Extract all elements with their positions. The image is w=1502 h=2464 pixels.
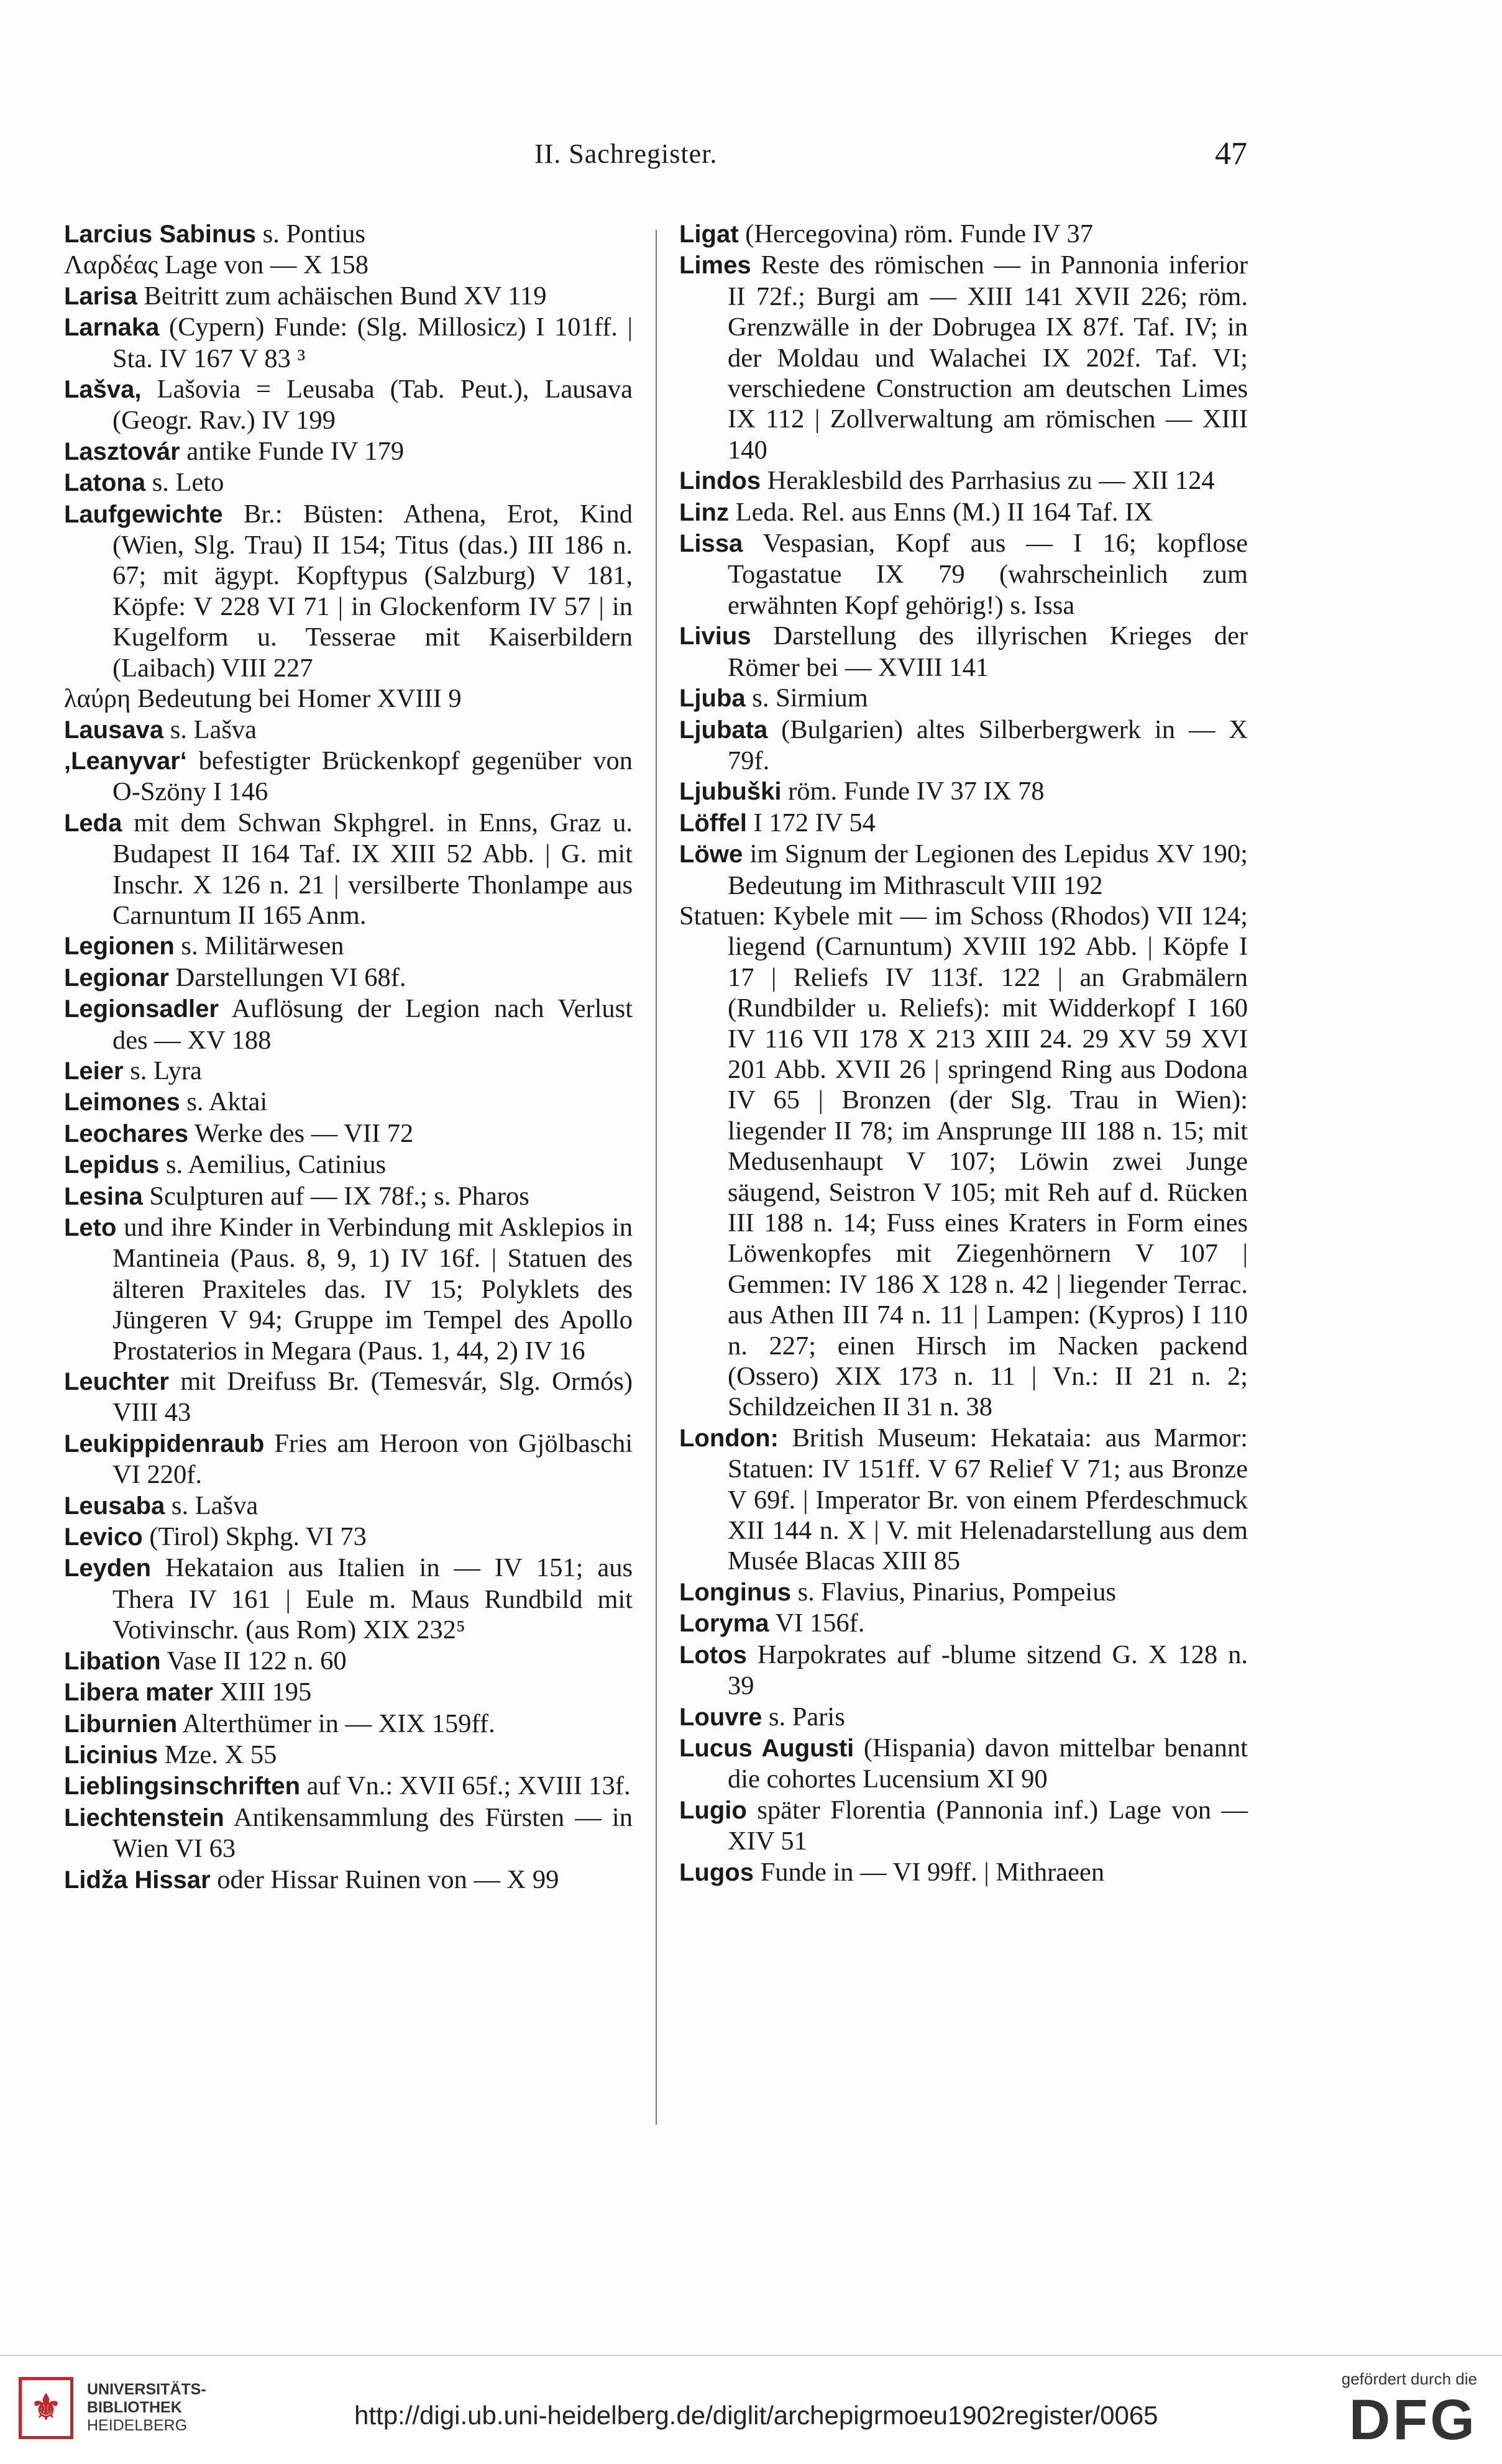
funder-note: gefördert durch die bbox=[1341, 2370, 1477, 2388]
entry-text: später Florentia (Pannonia inf.) Lage von — XIV 51 bbox=[728, 1795, 1248, 1856]
entry-headword: ‚Leanyvar‘ bbox=[64, 747, 187, 775]
index-entry bbox=[679, 808, 1248, 839]
entry-headword: Leda bbox=[64, 809, 122, 837]
entry-text: s. Aemilius, Catinius bbox=[159, 1150, 387, 1180]
index-entry bbox=[679, 1577, 1248, 1608]
index-entry bbox=[64, 808, 633, 931]
entry-headword: Legionar bbox=[64, 964, 169, 992]
entry-text: Vespasian, Kopf aus — I 16; kopflose Togastatue IX 79 (wahrscheinlich zum erwähnten Kopf gehörig!) s. Issa bbox=[728, 529, 1248, 620]
entry-headword: Libera mater bbox=[64, 1679, 214, 1707]
entry-text: antike Funde IV 179 bbox=[180, 436, 405, 466]
index-entry bbox=[64, 281, 633, 312]
entry-text: (Bulgarien) altes Silberbergwerk in — X 79f. bbox=[728, 714, 1248, 775]
index-entry bbox=[64, 1522, 633, 1553]
entry-headword: Longinus bbox=[679, 1578, 791, 1606]
entry-text: s. Aktai bbox=[180, 1087, 268, 1117]
index-entry bbox=[64, 1181, 633, 1212]
index-entry bbox=[679, 528, 1248, 621]
entry-text: Leda. Rel. aus Enns (M.) II 164 Taf. IX bbox=[728, 497, 1153, 527]
entry-text: Funde in — VI 99ff. | Mithraeen bbox=[753, 1857, 1105, 1887]
entry-text: XIII 195 bbox=[213, 1677, 312, 1707]
index-column-left bbox=[64, 219, 633, 1896]
entry-headword: Limes bbox=[679, 252, 751, 280]
entry-headword: London: bbox=[679, 1424, 779, 1452]
index-entry bbox=[64, 962, 633, 993]
index-entry bbox=[679, 465, 1248, 496]
entry-text: s. Paris bbox=[762, 1702, 845, 1732]
index-entry bbox=[679, 621, 1248, 683]
index-entry bbox=[64, 1864, 633, 1896]
library-seal-icon: ⚜ bbox=[19, 2377, 73, 2439]
index-entry bbox=[64, 219, 633, 250]
entry-text: Alterthümer in — XIX 159ff. bbox=[177, 1709, 495, 1738]
index-entry bbox=[64, 1056, 633, 1087]
index-entry bbox=[64, 1428, 633, 1490]
funder-credit bbox=[1342, 2370, 1477, 2451]
entry-headword: Ligat bbox=[679, 221, 739, 248]
index-entry bbox=[64, 1087, 633, 1118]
entry-text: Vase II 122 n. 60 bbox=[160, 1646, 347, 1676]
entry-headword: Larcius Sabinus bbox=[64, 221, 256, 248]
running-head: II. Sachregister. bbox=[534, 139, 718, 169]
entry-headword: Lieblingsinschriften bbox=[64, 1773, 301, 1800]
entry-headword: Lašva, bbox=[64, 376, 142, 404]
index-entry bbox=[64, 1366, 633, 1428]
entry-headword: Leier bbox=[64, 1057, 124, 1085]
entry-headword: Löffel bbox=[679, 809, 747, 837]
entry-headword: Laufgewichte bbox=[64, 500, 223, 528]
entry-headword: Ljubata bbox=[679, 716, 768, 744]
entry-headword: Leukippidenraub bbox=[64, 1430, 265, 1458]
entry-headword: Lindos bbox=[679, 467, 761, 495]
entry-text: röm. Funde IV 37 IX 78 bbox=[781, 777, 1045, 806]
entry-text: befestigter Brückenkopf gegenüber von O-Szöny I 146 bbox=[112, 746, 633, 807]
index-entry bbox=[64, 374, 633, 436]
index-entry bbox=[64, 683, 633, 714]
entry-headword: Livius bbox=[679, 623, 751, 650]
entry-headword: Lotos bbox=[679, 1641, 747, 1669]
entry-headword: Lidža Hissar bbox=[64, 1866, 211, 1894]
index-column-right bbox=[679, 219, 1248, 1888]
entry-text: Harpokrates auf -blume sitzend G. X 128 n. 39 bbox=[728, 1640, 1248, 1701]
entry-headword: Lugio bbox=[679, 1796, 747, 1824]
index-entry bbox=[64, 250, 633, 280]
entry-text: im Signum der Legionen des Lepidus XV 190; Bedeutung im Mithrascult VIII 192 bbox=[728, 839, 1248, 900]
entry-headword: Ljubuški bbox=[679, 778, 782, 806]
entry-headword: Latona bbox=[64, 469, 146, 497]
dfg-logo: DFG bbox=[1349, 2388, 1477, 2452]
index-entry bbox=[679, 1702, 1248, 1733]
index-entry bbox=[679, 1608, 1248, 1639]
entry-headword: Louvre bbox=[679, 1703, 762, 1731]
entry-headword: Lepidus bbox=[64, 1151, 160, 1179]
index-entry bbox=[679, 497, 1248, 528]
column-divider bbox=[656, 230, 657, 2125]
index-entry bbox=[679, 1423, 1248, 1577]
entry-text: s. Leto bbox=[145, 468, 224, 498]
index-entry bbox=[679, 219, 1248, 250]
entry-text: mit dem Schwan Skphgrel. in Enns, Graz u. Budapest II 164 Taf. IX XIII 52 Abb. | G. mit Inschr. X 126 n. 21 | versilberte Thonlampe aus Carnuntum II 165 Anm. bbox=[112, 808, 633, 930]
entry-text: λαύρη Bedeutung bei Homer XVIII 9 bbox=[64, 684, 462, 714]
entry-text: Beitritt zum achäischen Bund XV 119 bbox=[137, 281, 547, 311]
entry-headword: Löwe bbox=[679, 841, 743, 869]
digitization-footer bbox=[0, 2356, 1502, 2464]
entry-headword: Leyden bbox=[64, 1554, 152, 1582]
entry-headword: Leusaba bbox=[64, 1492, 165, 1520]
entry-text: Heraklesbild des Parrhasius zu — XII 124 bbox=[761, 466, 1215, 496]
entry-headword: Liburnien bbox=[64, 1710, 178, 1738]
index-entry bbox=[64, 1709, 633, 1740]
entry-text: I 172 IV 54 bbox=[746, 808, 876, 837]
entry-text: Reste des römischen — in Pannonia inferior II 72f.; Burgi am — XIII 141 XVII 226; röm. Grenzwälle in der Dobrugea IX 87f. Taf. IV; in der Moldau und Walachei IX 202f. Taf. VI; verschiedene Construction am deutschen Limes IX 112 | Zollverwaltung am römischen — XIII 140 bbox=[728, 250, 1248, 465]
index-entry bbox=[64, 1212, 633, 1366]
entry-headword: Lissa bbox=[679, 530, 743, 558]
entry-text: s. Lašva bbox=[163, 714, 257, 744]
entry-text: Λαρδέας Lage von — X 158 bbox=[64, 250, 369, 280]
index-entry bbox=[64, 1149, 633, 1180]
library-name: UNIVERSITÄTS- BIBLIOTHEK HEIDELBERG bbox=[87, 2381, 206, 2434]
entry-headword: Larisa bbox=[64, 282, 137, 310]
index-entry bbox=[64, 931, 633, 962]
index-entry bbox=[64, 1802, 633, 1864]
index-entry bbox=[64, 436, 633, 467]
entry-text: auf Vn.: XVII 65f.; XVIII 13f. bbox=[300, 1771, 631, 1801]
index-entry bbox=[679, 901, 1248, 1423]
index-entry bbox=[679, 683, 1248, 714]
index-entry bbox=[64, 746, 633, 808]
entry-headword: Legionsadler bbox=[64, 995, 219, 1023]
entry-headword: Libation bbox=[64, 1647, 161, 1675]
entry-text: mit Dreifuss Br. (Temesvár, Slg. Ormós) VIII 43 bbox=[112, 1367, 633, 1428]
index-entry bbox=[679, 250, 1248, 465]
index-entry bbox=[64, 1771, 633, 1802]
index-entry bbox=[64, 467, 633, 498]
entry-text: s. Pontius bbox=[255, 219, 365, 249]
entry-headword: Loryma bbox=[679, 1610, 769, 1638]
page-number: 47 bbox=[1215, 136, 1247, 171]
entry-headword: Lugos bbox=[679, 1858, 754, 1886]
entry-headword: Licinius bbox=[64, 1741, 158, 1769]
entry-text: VI 156f. bbox=[769, 1608, 865, 1638]
entry-text: Mze. X 55 bbox=[158, 1740, 277, 1769]
index-entry bbox=[64, 1118, 633, 1149]
entry-text: Hekataion aus Italien in — IV 151; aus Thera IV 161 | Eule m. Maus Rundbild mit Votivinschr. (aus Rom) XIX 232⁵ bbox=[112, 1553, 633, 1645]
entry-text: s. Flavius, Pinarius, Pompeius bbox=[790, 1577, 1117, 1607]
entry-text: (Cypern) Funde: (Slg. Millosicz) I 101ff. | Sta. IV 167 V 83 ³ bbox=[112, 313, 633, 373]
entry-headword: Leto bbox=[64, 1214, 117, 1241]
entry-text: Darstellung des illyrischen Krieges der Römer bei — XVIII 141 bbox=[728, 621, 1248, 682]
entry-text: s. Militärwesen bbox=[174, 931, 344, 961]
entry-headword: Levico bbox=[64, 1523, 143, 1551]
entry-text: Statuen: Kybele mit — im Schoss (Rhodos) VII 124; liegend (Carnuntum) XVIII 192 Abb. | Köpfe I 17 | Reliefs IV 113f. 122 | an Grabmälern (Rundbilder u. Reliefs): mit Widderkopf I 160 IV 116 VII 178 X 213 XIII 24. 29 XV 59 XVI 201 Abb. XVII 26 | springend Ring aus Dodona IV 65 | Bronzen (der Slg. Trau in Wien): liegender II 78; im Ansprunge III 188 n. 15; mit Medusenhaupt V 107; Löwin zwei Junge säugend, Seistron V 105; mit Reh auf d. Rücken III 188 n. 14; Fuss eines Kraters in Form eines Löwenkopfes mit Ziegenhörnern V 107 | Gemmen: IV 186 X 128 n. 42 | liegender Terrac. aus Athen III 74 n. 11 | Lampen: (Kypros) I 110 n. 227; einen Hirsch im Nacken packend (Ossero) XIX 173 n. 11 | Vn.: II 21 n. 2; Schildzeichen II 31 n. 38 bbox=[679, 901, 1248, 1422]
index-entry bbox=[64, 1553, 633, 1645]
index-entry bbox=[64, 312, 633, 374]
entry-text: und ihre Kinder in Verbindung mit Asklepios in Mantineia (Paus. 8, 9, 1) IV 16f. | Statuen des älteren Praxiteles das. IV 15; Polyklets des Jüngeren V 94; Gruppe im Tempel des Apollo Prostaterios in Megara (Paus. 1, 44, 2) IV 16 bbox=[112, 1213, 633, 1366]
entry-headword: Lucus Augusti bbox=[679, 1734, 854, 1762]
entry-text: s. Sirmium bbox=[745, 683, 868, 713]
entry-text: oder Hissar Ruinen von — X 99 bbox=[210, 1864, 559, 1894]
index-entry bbox=[679, 1733, 1248, 1795]
entry-headword: Linz bbox=[679, 498, 729, 526]
entry-text: Fries am Heroon von Gjölbaschi VI 220f. bbox=[112, 1428, 633, 1490]
index-entry bbox=[64, 1490, 633, 1522]
index-entry bbox=[64, 1646, 633, 1677]
entry-text: Werke des — VII 72 bbox=[188, 1118, 414, 1148]
entry-headword: Ljuba bbox=[679, 685, 746, 713]
entry-headword: Lausava bbox=[64, 716, 164, 744]
entry-headword: Legionen bbox=[64, 933, 175, 961]
entry-text: Darstellungen VI 68f. bbox=[168, 962, 406, 992]
entry-headword: Leimones bbox=[64, 1088, 180, 1116]
source-url-link[interactable]: http://digi.ub.uni-heidelberg.de/diglit/archepigrmoeu1902register/0065 bbox=[354, 2401, 1158, 2430]
entry-headword: Larnaka bbox=[64, 314, 160, 342]
entry-text: Lašovia = Leusaba (Tab. Peut.), Lausava (Geogr. Rav.) IV 199 bbox=[112, 375, 633, 436]
entry-headword: Lesina bbox=[64, 1182, 143, 1210]
index-entry bbox=[679, 839, 1248, 901]
index-entry bbox=[64, 1677, 633, 1708]
entry-headword: Leuchter bbox=[64, 1368, 169, 1396]
index-entry bbox=[64, 714, 633, 746]
entry-text: Antikensammlung des Fürsten — in Wien VI 63 bbox=[112, 1802, 633, 1864]
entry-headword: Leochares bbox=[64, 1120, 189, 1148]
index-entry bbox=[64, 1740, 633, 1771]
index-entry bbox=[64, 499, 633, 683]
entry-text: s. Lašva bbox=[165, 1490, 259, 1520]
index-entry bbox=[679, 776, 1248, 807]
entry-headword: Liechtenstein bbox=[64, 1804, 224, 1832]
entry-text: s. Lyra bbox=[123, 1056, 202, 1085]
entry-text: Auflösung der Legion nach Verlust des — XV 188 bbox=[112, 994, 633, 1055]
entry-text: British Museum: Hekataia: aus Marmor: Statuen: IV 151ff. V 67 Relief V 71; aus Bronze V 69f. | Imperator Br. von einem Pferdeschmuck XII 144 n. X | V. mit Helenadarstellung aus dem Musée Blacas XIII 85 bbox=[728, 1423, 1248, 1576]
index-entry bbox=[64, 993, 633, 1056]
entry-text: (Hercegovina) röm. Funde IV 37 bbox=[738, 219, 1093, 249]
index-entry bbox=[679, 1857, 1248, 1888]
entry-text: Sculpturen auf — IX 78f.; s. Pharos bbox=[142, 1181, 529, 1211]
index-entry bbox=[679, 1640, 1248, 1702]
entry-headword: Lasztovár bbox=[64, 437, 180, 465]
index-entry bbox=[679, 1795, 1248, 1857]
index-entry bbox=[679, 714, 1248, 777]
entry-text: Br.: Büsten: Athena, Erot, Kind (Wien, Slg. Trau) II 154; Titus (das.) III 186 n. 67; mit ägypt. Kopftypus (Salzburg) V 181, Köpfe: V 228 VI 71 | in Glockenform IV 57 | in Kugelform u. Tesserae mit Kaiserbildern (Laibach) VIII 227 bbox=[112, 499, 633, 683]
entry-text: (Tirol) Skphg. VI 73 bbox=[142, 1522, 367, 1552]
entry-text: (Hispania) davon mittelbar benannt die cohortes Lucensium XI 90 bbox=[728, 1733, 1248, 1794]
